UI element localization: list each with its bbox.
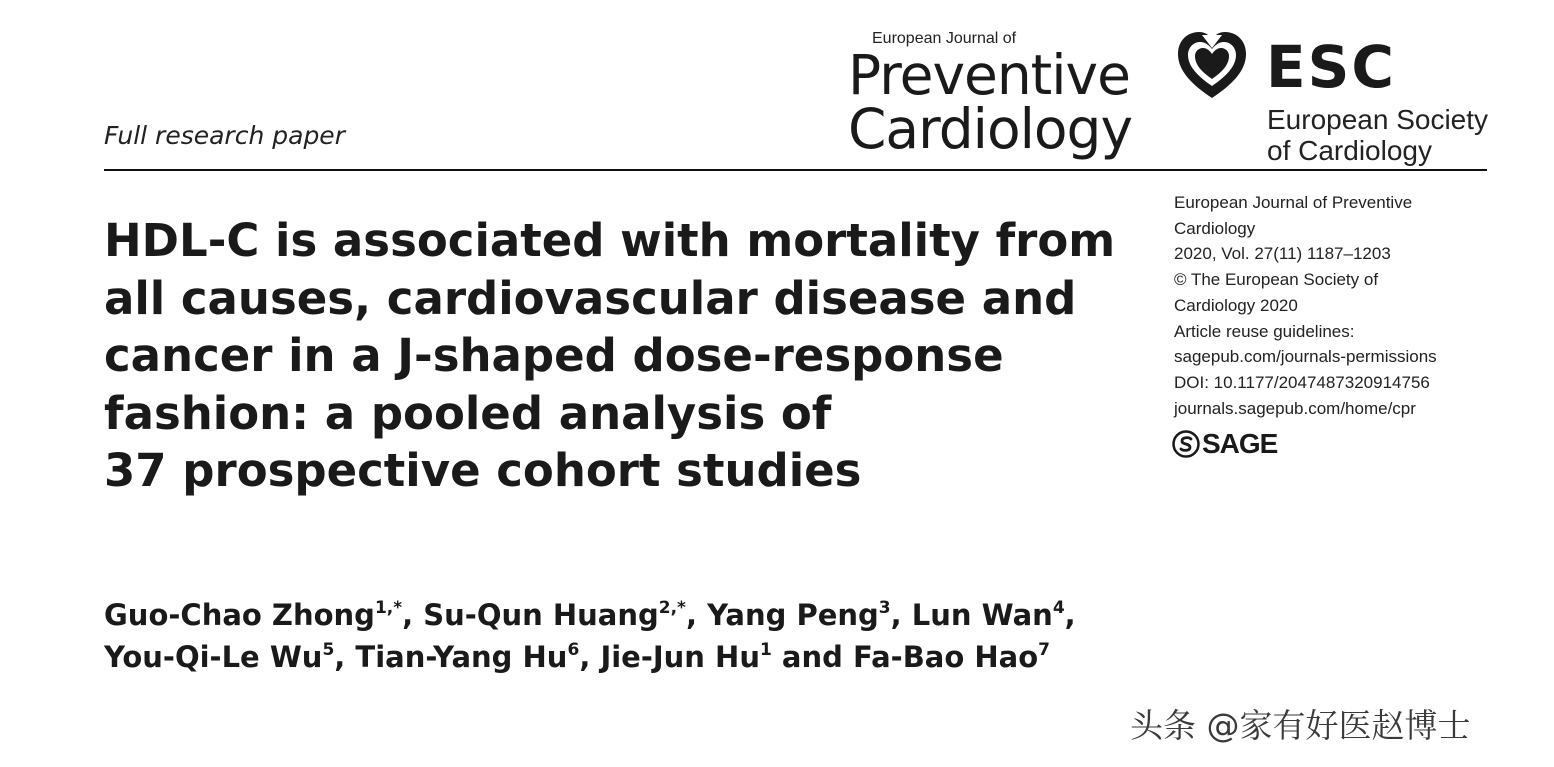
- author-affiliation: 7: [1038, 640, 1051, 660]
- society-name: [1267, 104, 1488, 166]
- author-separator: and: [771, 640, 853, 674]
- sage-s-icon: [1172, 430, 1200, 458]
- sage-logo: [1172, 428, 1277, 460]
- author-separator: ,: [685, 598, 708, 632]
- author-name: Jie-Jun Hu: [600, 640, 760, 674]
- title-line: 37 prospective cohort studies: [104, 444, 862, 497]
- author-affiliation: 2,*: [658, 598, 686, 618]
- author-affiliation: 3: [878, 598, 891, 618]
- author-list: [104, 594, 1204, 678]
- author-name: Yang Peng: [707, 598, 879, 632]
- info-journal-line1: European Journal of Preventive: [1174, 193, 1413, 212]
- info-journal-link[interactable]: journals.sagepub.com/home/cpr: [1174, 398, 1416, 418]
- society-name-line1: European Society: [1267, 104, 1489, 135]
- author-separator: ,: [402, 598, 424, 632]
- author-name: Guo-Chao Zhong: [104, 598, 375, 632]
- paper-title: [104, 212, 1144, 500]
- author-name: Fa-Bao Hao: [852, 640, 1039, 674]
- author-affiliation: 6: [567, 640, 580, 660]
- info-journal-line2: Cardiology: [1174, 218, 1256, 238]
- journal-name-line1: Preventive: [848, 43, 1130, 107]
- watermark: 头条 @家有好医赵博士: [1130, 706, 1471, 745]
- author-separator: ,: [334, 640, 356, 674]
- author-affiliation: 4: [1052, 598, 1065, 618]
- info-reuse-label: Article reuse guidelines:: [1174, 321, 1355, 341]
- author-affiliation: 5: [322, 640, 335, 660]
- header-divider: [104, 169, 1487, 171]
- info-reuse-link[interactable]: sagepub.com/journals-permissions: [1174, 347, 1437, 367]
- info-doi[interactable]: DOI: 10.1177/2047487320914756: [1174, 372, 1430, 392]
- info-copyright-line1: © The European Society of: [1174, 270, 1379, 290]
- esc-heart-icon: [1172, 26, 1252, 106]
- publisher-name: SAGE: [1202, 428, 1278, 459]
- section-label: Full research paper: [104, 121, 345, 150]
- publication-info: [1174, 190, 1474, 421]
- society-name-line2: of Cardiology: [1267, 135, 1432, 166]
- title-line: fashion: a pooled analysis of: [104, 386, 832, 440]
- journal-name-line2: Cardiology: [848, 97, 1132, 161]
- journal-logo: [848, 30, 1148, 161]
- author-name: Su-Qun Huang: [423, 598, 659, 632]
- author-line: [104, 636, 1204, 678]
- title-line: HDL-C is associated with mortality from: [104, 214, 1116, 267]
- author-name: You-Qi-Le Wu: [104, 640, 323, 674]
- author-separator: ,: [1064, 598, 1076, 632]
- author-line: [104, 594, 1204, 636]
- author-affiliation: 1,*: [374, 598, 403, 618]
- society-acronym: ESC: [1266, 33, 1396, 101]
- author-name: Lun Wan: [911, 598, 1053, 632]
- author-name: Tian-Yang Hu: [355, 640, 568, 674]
- title-line: all causes, cardiovascular disease and: [104, 271, 1077, 325]
- author-separator: ,: [890, 598, 912, 632]
- title-line: cancer in a J-shaped dose-response: [104, 329, 1004, 382]
- info-citation: 2020, Vol. 27(11) 1187–1203: [1174, 244, 1391, 264]
- author-affiliation: 1: [759, 640, 772, 660]
- author-separator: ,: [579, 640, 601, 674]
- journal-prefix: European Journal of: [872, 30, 1017, 47]
- info-copyright-line2: Cardiology 2020: [1174, 295, 1298, 315]
